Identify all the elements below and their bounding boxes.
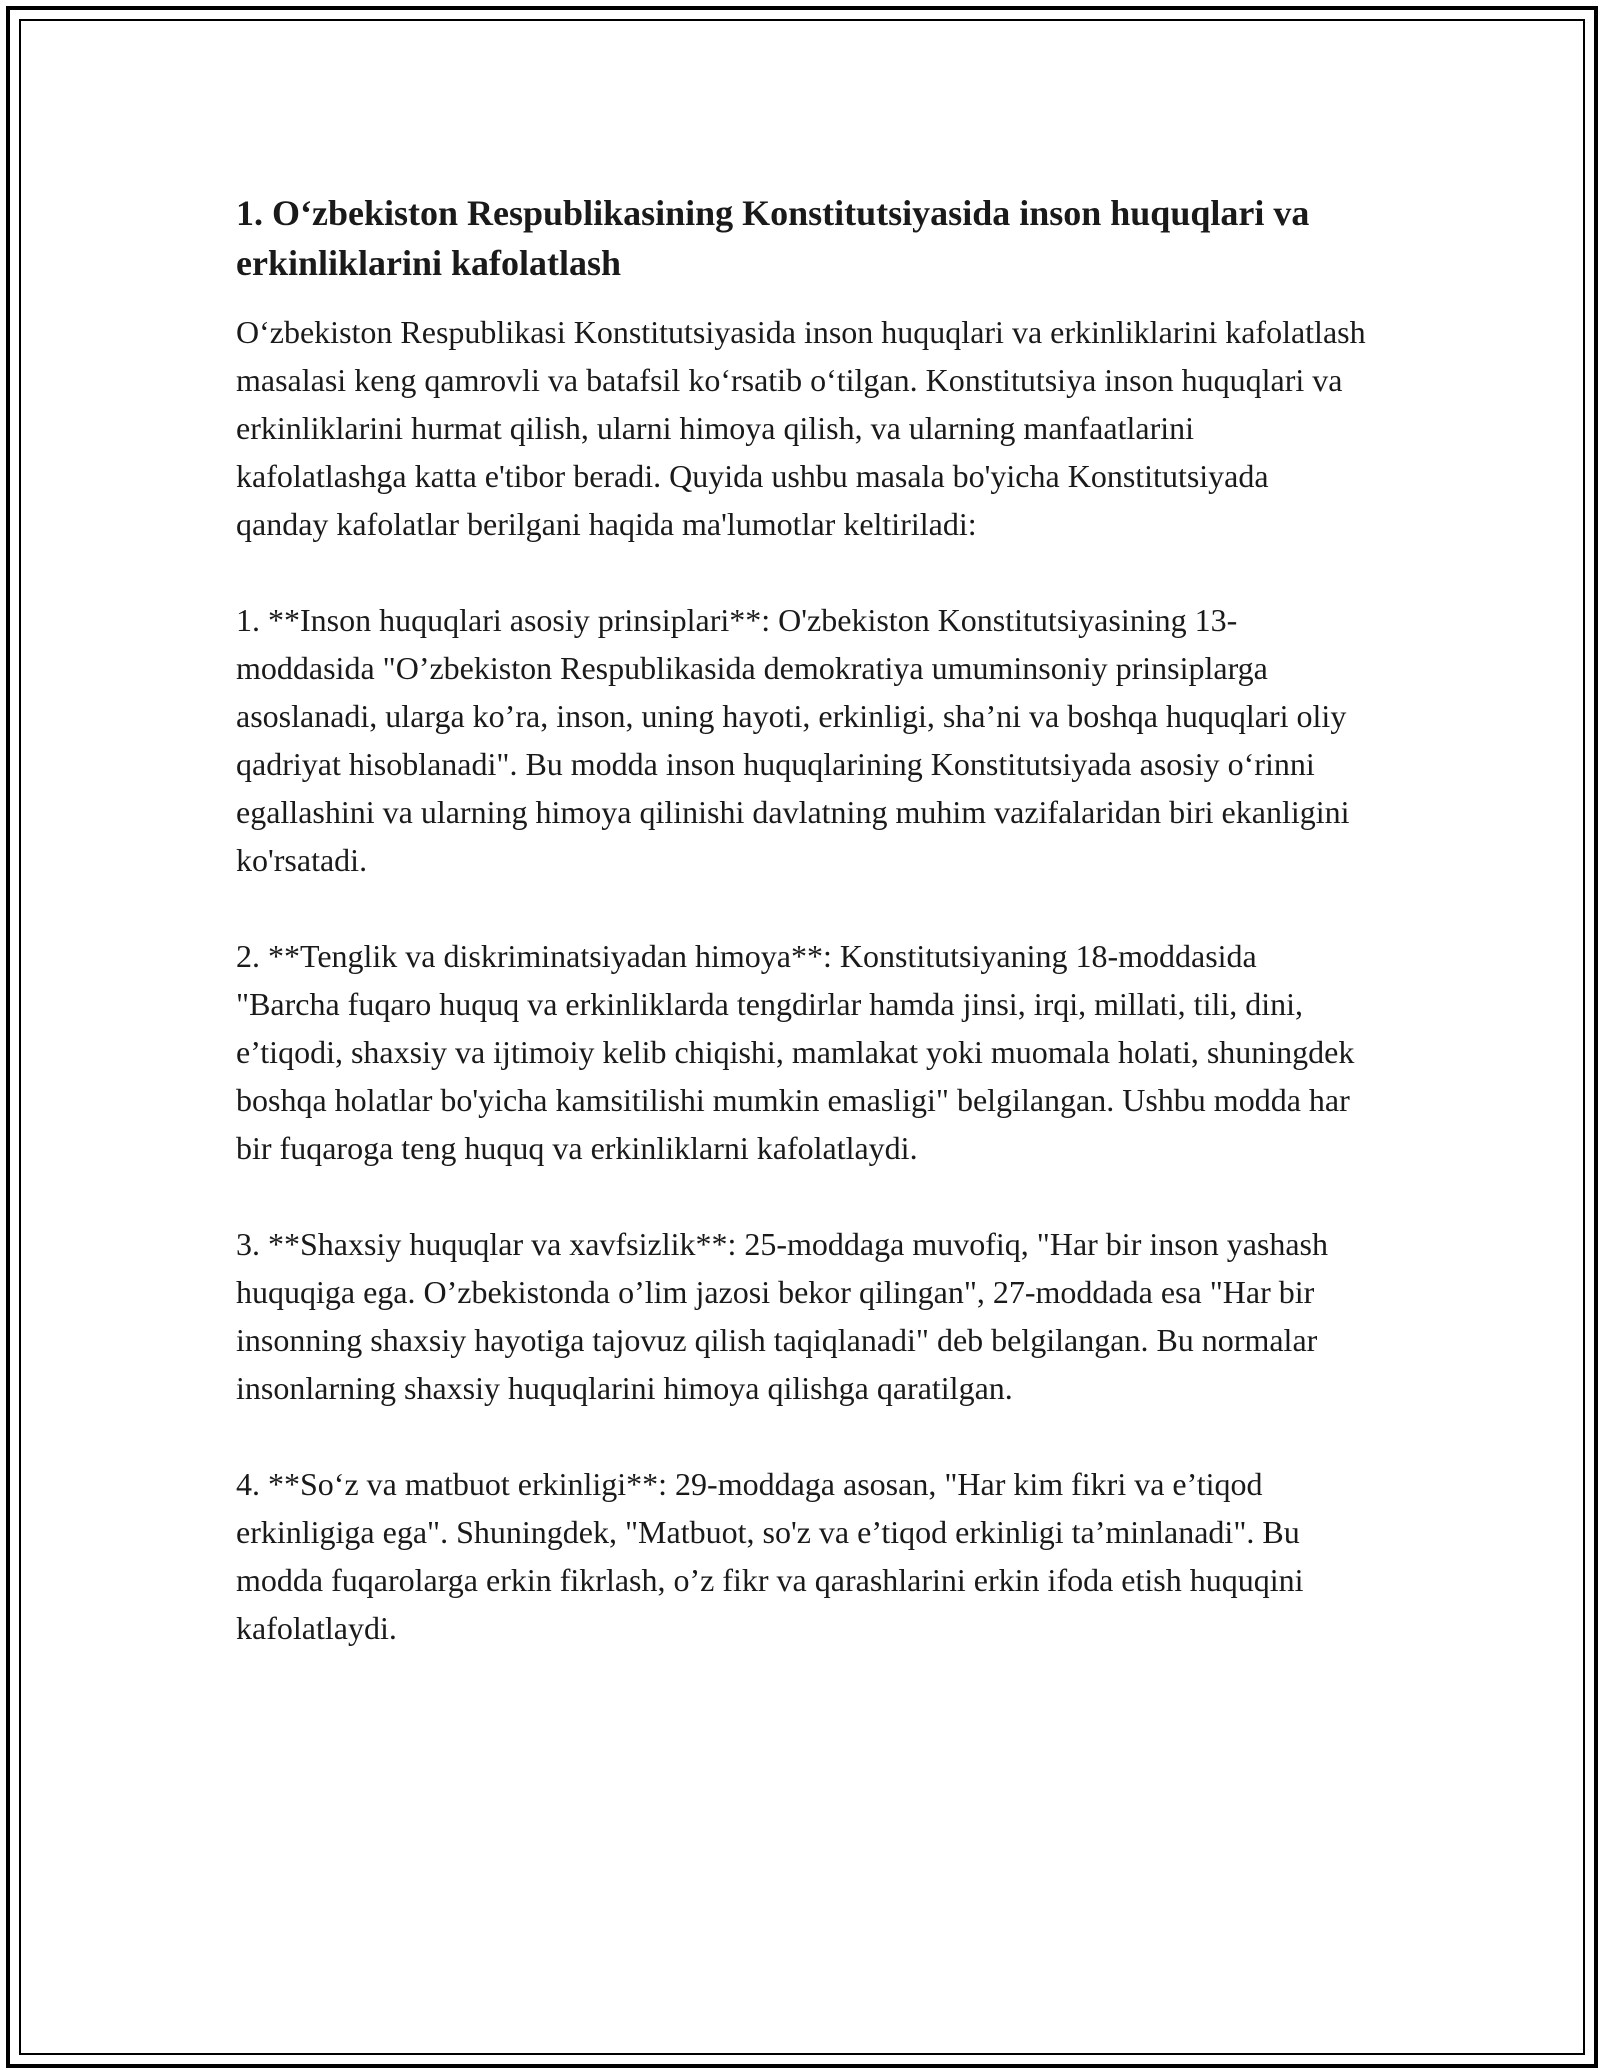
list-item-3-paragraph: 3. **Shaxsiy huquqlar va xavfsizlik**: 25-moddaga muvofiq, "Har bir inson yashash huquqiga ega. O’zbekistonda o’lim jazosi bekor qilingan", 27-moddada esa "Har bir insonning shaxsiy hayotiga tajovuz qilish taqiqlanadi" deb belgilangan. Bu normalar insonlarning shaxsiy huquqlarini himoya qilishga qaratilgan. [236,1226,1328,1406]
intro-paragraph: O‘zbekiston Respublikasi Konstitutsiyasida inson huquqlari va erkinliklarini kafolatlash masalasi keng qamrovli va batafsil ko‘rsatib o‘tilgan. Konstitutsiya inson huquqlari va erkinliklarini hurmat qilish, ularni himoya qilish, va ularning manfaatlarini kafolatlashga katta e'tibor beradi. Quyida ushbu masala bo'yicha Konstitutsiyada qanday kafolatlar berilgani haqida ma'lumotlar keltiriladi: [236,314,1366,542]
document-title: 1. O‘zbekiston Respublikasining Konstitutsiyasida inson huquqlari va erkinliklarini kafolatlash [236,193,1310,283]
list-item-1-paragraph: 1. **Inson huquqlari asosiy prinsiplari**: O'zbekiston Konstitutsiyasining 13-moddasida "O’zbekiston Respublikasida demokratiya umuminsoniy prinsiplarga asoslanadi, ularga ko’ra, inson, uning hayoti, erkinligi, sha’ni va boshqa huquqlari oliy qadriyat hisoblanadi". Bu modda inson huquqlarining Konstitutsiyada asosiy o‘rinni egallashini va ularning himoya qilinishi davlatning muhim vazifalaridan biri ekanligini ko'rsatadi. [236,602,1350,878]
list-item-2-paragraph: 2. **Tenglik va diskriminatsiyadan himoya**: Konstitutsiyaning 18-moddasida "Barcha fuqaro huquq va erkinliklarda tengdirlar hamda jinsi, irqi, millati, tili, dini, e’tiqodi, shaxsiy va ijtimoiy kelib chiqishi, mamlakat yoki muomala holati, shuningdek boshqa holatlar bo'yicha kamsitilishi mumkin emasligi" belgilangan. Ushbu modda har bir fuqaroga teng huquq va erkinliklarni kafolatlaydi. [236,938,1355,1166]
document-body [236,188,1366,1700]
list-item-4-paragraph: 4. **So‘z va matbuot erkinligi**: 29-moddaga asosan, "Har kim fikri va e’tiqod erkinligiga ega". Shuningdek, "Matbuot, so'z va e’tiqod erkinligi ta’minlanadi". Bu modda fuqarolarga erkin fikrlash, o’z fikr va qarashlarini erkin ifoda etish huquqini kafolatlaydi. [236,1466,1304,1646]
